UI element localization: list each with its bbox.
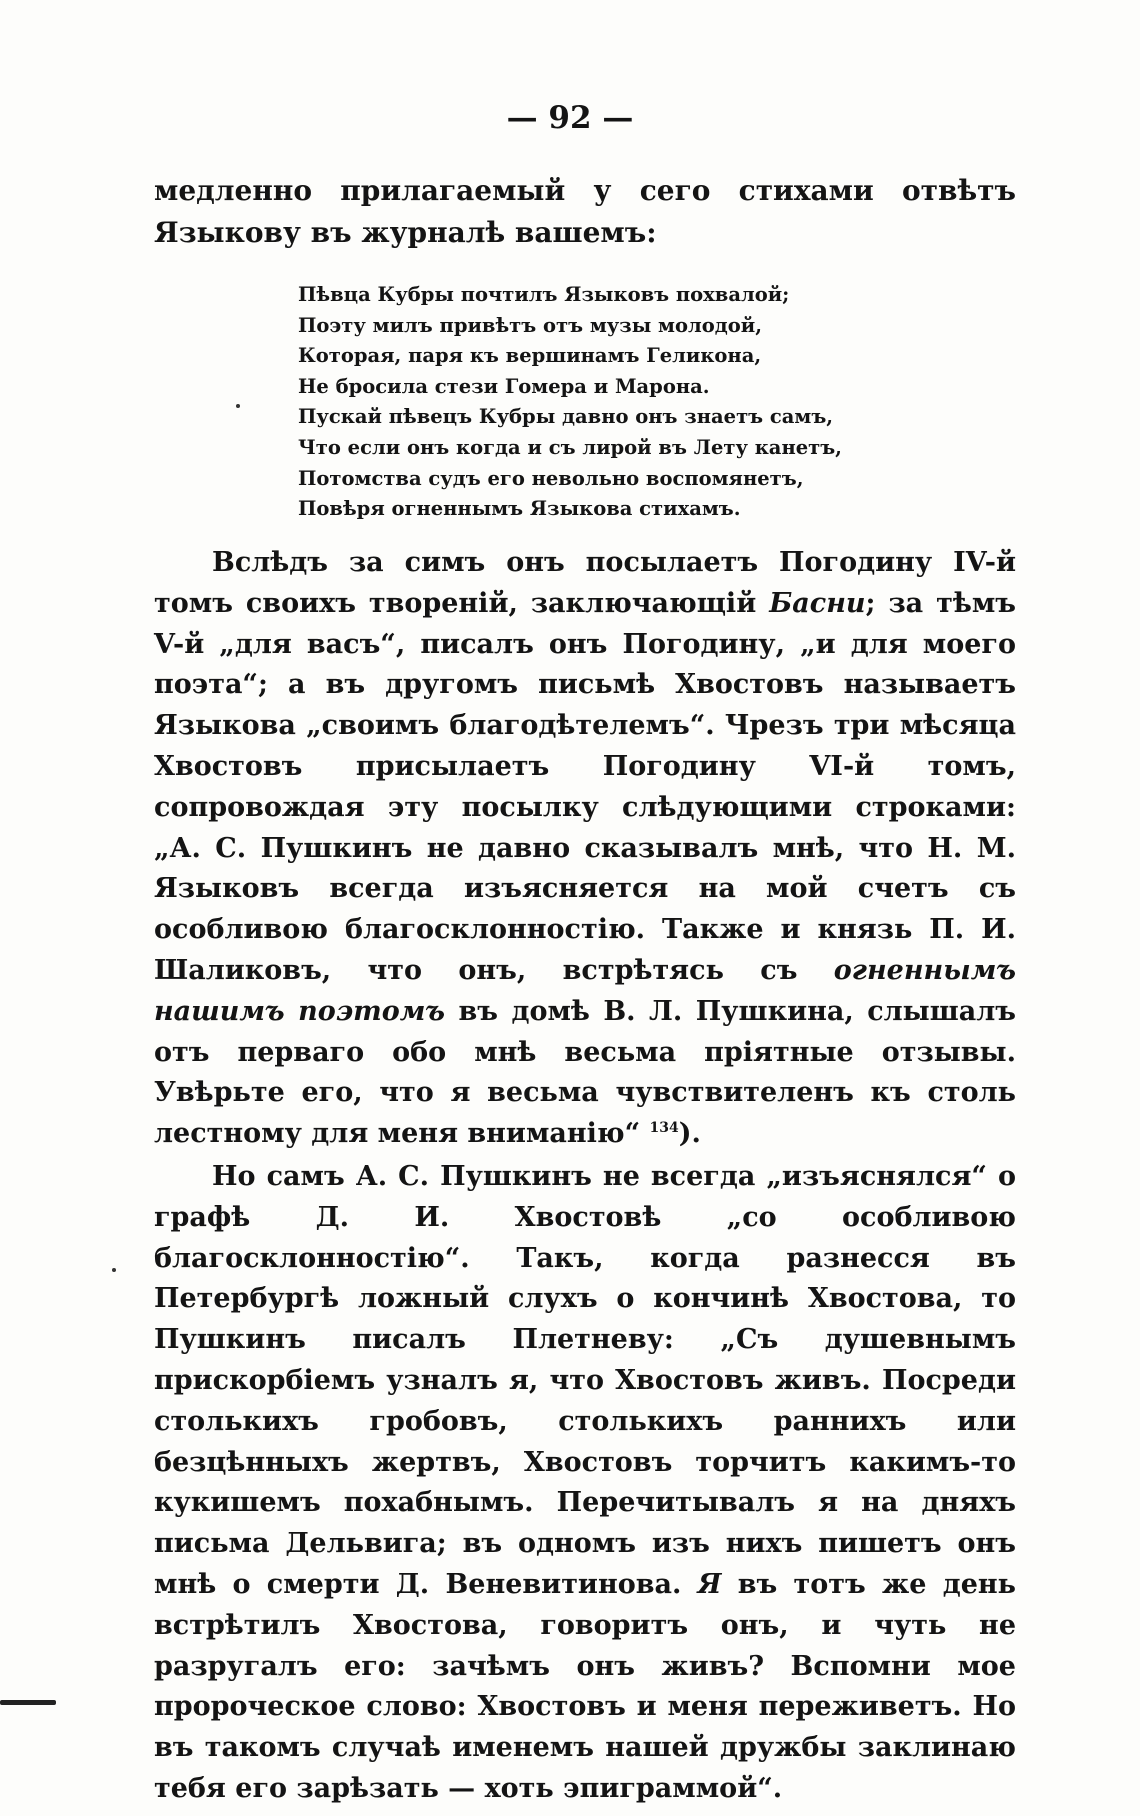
italic-title-basni: Басни (769, 587, 866, 619)
italic-word: Я (697, 1568, 722, 1600)
intro-paragraph: медленно прилагаемый у сего стихами отвѣтъ Языкову въ журналѣ вашемъ: (154, 174, 1016, 249)
text-run: Вслѣдъ за симъ онъ посылаетъ Погодину IV-й томъ своихъ твореній, заключающій (154, 547, 1016, 619)
scan-speck (112, 1268, 116, 1272)
page-number: — 92 — (506, 100, 634, 136)
poem-line: Поэту милъ привѣтъ отъ музы молодой, (298, 313, 763, 337)
body-text (154, 543, 1016, 1810)
poem-line: Что если онъ когда и съ лирой въ Лету канетъ, (298, 435, 842, 459)
paragraph-pogodin (154, 543, 1016, 1155)
text-run: въ домѣ В. Л. Пушкина, слышалъ отъ перваго обо мнѣ весьма пріятные отзывы. Увѣрьте его, что я весьма чувствителенъ къ столь лестному для меня вниманію“ (154, 995, 1017, 1150)
poem (298, 280, 1018, 525)
poem-line: Потомства судъ его невольно воспомянетъ, (298, 466, 804, 490)
poem-line: Не бросила стези Гомера и Марона. (298, 374, 710, 398)
scan-speck (236, 404, 240, 408)
text-run: ; за тѣмъ V-й „для васъ“, писалъ онъ Погодину, „и для моего поэта“; а въ другомъ письмѣ Хвостовъ называетъ Языкова „своимъ благодѣтелемъ“. Чрезъ три мѣсяца Хвостовъ присылаетъ Погодину VI-й томъ, сопровождая эту посылку слѣдующими строками: „А. С. Пушкинъ не давно сказывалъ мнѣ, что Н. М. Языковъ всегда изъясняется на мой счетъ съ особливою благосклонностію. Также и князь П. И. Шаликовъ, что онъ, встрѣтясь съ (154, 587, 1017, 986)
poem-line: Пѣвца Кубры почтилъ Языковъ похвалой; (298, 283, 790, 306)
paragraph-pushkin (154, 1157, 1016, 1810)
poem-line: Пускай пѣвецъ Кубры давно онъ знаетъ самъ, (298, 405, 834, 429)
text-run: въ тотъ же день встрѣтилъ Хвостова, говоритъ онъ, и чуть не разругалъ его: зачѣмъ онъ живъ? Вспомни мое пророческое слово: Хвостовъ и меня переживетъ. Но въ такомъ случаѣ именемъ нашей дружбы заклинаю тебя его зарѣзать — хоть эпиграммой“. (154, 1568, 1016, 1804)
footnote-reference: 134 (649, 1120, 679, 1137)
italic-phrase: огненнымъ нашимъ поэтомъ (154, 954, 1016, 1027)
text-run: Но самъ А. С. Пушкинъ не всегда „изъяснялся“ о графѣ Д. И. Хвостовѣ „со особливою благосклонностію“. Такъ, когда разнесся въ Петербургѣ ложный слухъ о кончинѣ Хвостова, то Пушкинъ писалъ Плетневу: „Съ душевнымъ прискорбіемъ узналъ я, что Хвостовъ живъ. Посреди столькихъ гробовъ, столькихъ раннихъ или безцѣнныхъ жертвъ, Хвостовъ торчитъ какимъ-то кукишемъ похабнымъ. Перечитывалъ я на дняхъ письма Дельвига; въ одномъ изъ нихъ пишетъ онъ мнѣ о смерти Д. Веневитинова. (154, 1160, 1016, 1600)
scan-edge-mark (0, 1700, 56, 1705)
poem-line: Которая, паря къ вершинамъ Геликона, (298, 344, 762, 368)
poem-line: Повѣря огненнымъ Языкова стихамъ. (298, 497, 741, 521)
text-run: ). (678, 1118, 701, 1150)
